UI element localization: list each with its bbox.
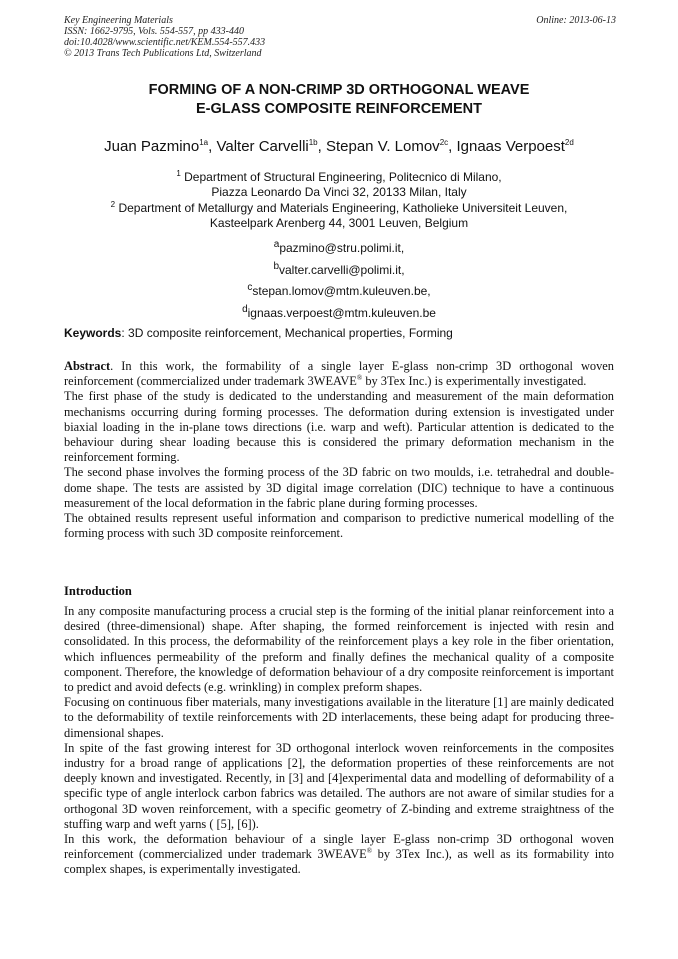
abstract-paragraph-4: The obtained results represent useful information and comparison to predictive numerical modelling of the forming process with such 3D composite reinforcement. <box>64 511 614 541</box>
author-name: Ignaas Verpoest <box>456 138 565 155</box>
title-line-2: E-GLASS COMPOSITE REINFORCEMENT <box>196 101 482 117</box>
intro-text: In this work, the deformation behaviour of a single layer E-glass non-crimp 3D orthogonal woven reinforcement (commercialized under trademark 3WEAVE <box>64 832 614 862</box>
author <box>216 138 326 155</box>
author-name: Juan Pazmino <box>104 138 200 155</box>
doi-line: doi:10.4028/www.scientific.net/KEM.554-557.433 <box>64 37 266 48</box>
affiliation-sup: 2 <box>110 199 116 209</box>
author-list <box>0 138 678 156</box>
email-line <box>0 258 678 280</box>
author <box>104 138 216 155</box>
affiliations <box>0 170 678 232</box>
registered-mark: ® <box>366 847 373 856</box>
author-sep: , <box>208 138 217 155</box>
abstract-paragraph-2: The first phase of the study is dedicated to the understanding and measurement of the main deformation mechanisms occurring during forming processes. The deformation during extension is investigated under biaxial loading in the in-plane tows directions (i.e. warp and weft). Particular attention is dedicated to the behaviour during shear loading because this is considered the primary deformation mechanism in the reinforcement forming. <box>64 389 614 465</box>
affiliation-text: Department of Structural Engineering, Politecnico di Milano, <box>184 170 502 184</box>
author-sup: 1a <box>199 138 209 147</box>
intro-text: by 3Tex Inc.), as well as its formability into complex shapes, is experimentally investigated. <box>64 847 614 877</box>
affiliation-sup: 1 <box>176 169 181 178</box>
author-sup: 2c <box>439 138 449 147</box>
intro-paragraph-2: Focusing on continuous fiber materials, many investigations available in the literature [1] are mainly dedicated to the deformability of textile reinforcements with 2D interlacements, these being adapt for producing three-dimensional shapes. <box>64 695 614 740</box>
email-link[interactable]: pazmino@stru.polimi.it, <box>279 241 405 255</box>
intro-paragraph-4 <box>64 832 614 878</box>
author-name: Valter Carvelli <box>216 138 309 155</box>
abstract-text: . In this work, the formability of a single layer E-glass non-crimp 3D orthogonal woven reinforcement (commercialized under trademark 3WEAVE <box>64 359 614 389</box>
email-line <box>0 236 678 258</box>
intro-paragraph-1: In any composite manufacturing process a crucial step is the forming of the initial planar reinforcement into a desired (three-dimensional) shape. After shaping, the formed reinforcement is injected with resin and consolidated. In this process, the deformability of the reinforcement plays a key role in the fiber orientation, which influences permeability of the preform and finally defines the mechanical quality of a composite component. Therefore, the knowledge of deformation behaviour of a dry composite reinforcement is important to predict and avoid defects (e.g. wrinkling) in complex preform shapes. <box>64 604 614 695</box>
author-name: Stepan V. Lomov <box>325 138 440 155</box>
email-link[interactable]: ignaas.verpoest@mtm.kuleuven.be <box>247 305 436 320</box>
email-sup: a <box>273 239 280 250</box>
email-sup: b <box>273 260 279 272</box>
affiliation-1-line-2: Piazza Leonardo Da Vinci 32, 20133 Milan, Italy <box>211 185 467 200</box>
registered-mark: ® <box>356 374 363 383</box>
email-sup: c <box>247 282 253 293</box>
abstract-label: Abstract <box>64 359 111 373</box>
author <box>456 138 573 155</box>
journal-name: Key Engineering Materials <box>64 15 173 26</box>
email-line <box>0 279 678 301</box>
online-date: Online: 2013-06-13 <box>536 15 616 26</box>
email-line <box>0 301 678 323</box>
abstract-paragraph-1 <box>64 359 614 389</box>
copyright-line: © 2013 Trans Tech Publications Ltd, Switzerland <box>64 48 262 59</box>
email-link[interactable]: stepan.lomov@mtm.kuleuven.be, <box>252 284 431 298</box>
email-link[interactable]: valter.carvelli@polimi.it, <box>279 262 405 277</box>
author-sup: 2d <box>564 138 574 147</box>
paper-title <box>0 81 678 119</box>
abstract-paragraph-3: The second phase involves the forming process of the 3D fabric on two moulds, i.e. tetrahedral and double-dome shape. The tests are assisted by 3D digital image correlation (DIC) technique to have a continuous measurement of the local deformation in the fabric plane during forming processes. <box>64 465 614 510</box>
affiliation-text: Department of Metallurgy and Materials Engineering, Katholieke Universiteit Leuven, <box>118 200 568 215</box>
issn-line: ISSN: 1662-9795, Vols. 554-557, pp 433-440 <box>64 26 244 37</box>
introduction-body <box>64 604 614 878</box>
title-line-1: FORMING OF A NON-CRIMP 3D ORTHOGONAL WEAVE <box>148 82 530 98</box>
keywords-text: : 3D composite reinforcement, Mechanical properties, Forming <box>121 326 453 340</box>
keywords <box>64 326 453 341</box>
abstract-text: by 3Tex Inc.) is experimentally investigated. <box>362 374 587 389</box>
author <box>326 138 457 155</box>
journal-header <box>64 15 616 59</box>
author-sep: , <box>448 138 457 155</box>
email-list <box>0 236 678 322</box>
email-sup: d <box>242 303 248 315</box>
affiliation-2-line-1 <box>0 201 678 216</box>
abstract <box>64 359 614 541</box>
affiliation-1-line-1 <box>0 170 678 185</box>
author-sep: , <box>317 138 326 155</box>
section-heading-introduction: Introduction <box>64 584 132 598</box>
intro-paragraph-3: In spite of the fast growing interest for 3D orthogonal interlock woven reinforcements in the composites industry for a broad range of applications [2], the deformation properties of these reinforcements are not deeply known and investigated. Recently, in [3] and [4]experimental data and modelling of deformability of a specific type of angle interlock carbon fabrics was detailed. The authors are not aware of similar studies for a orthogonal 3D woven reinforcement, with a specific geometry of Z-binding and extreme straightness of the stuffing warp and weft yarns ( [5], [6]). <box>64 740 614 831</box>
affiliation-2-line-2: Kasteelpark Arenberg 44, 3001 Leuven, Belgium <box>209 216 469 231</box>
author-sup: 1b <box>308 138 318 147</box>
keywords-label: Keywords <box>64 326 122 340</box>
